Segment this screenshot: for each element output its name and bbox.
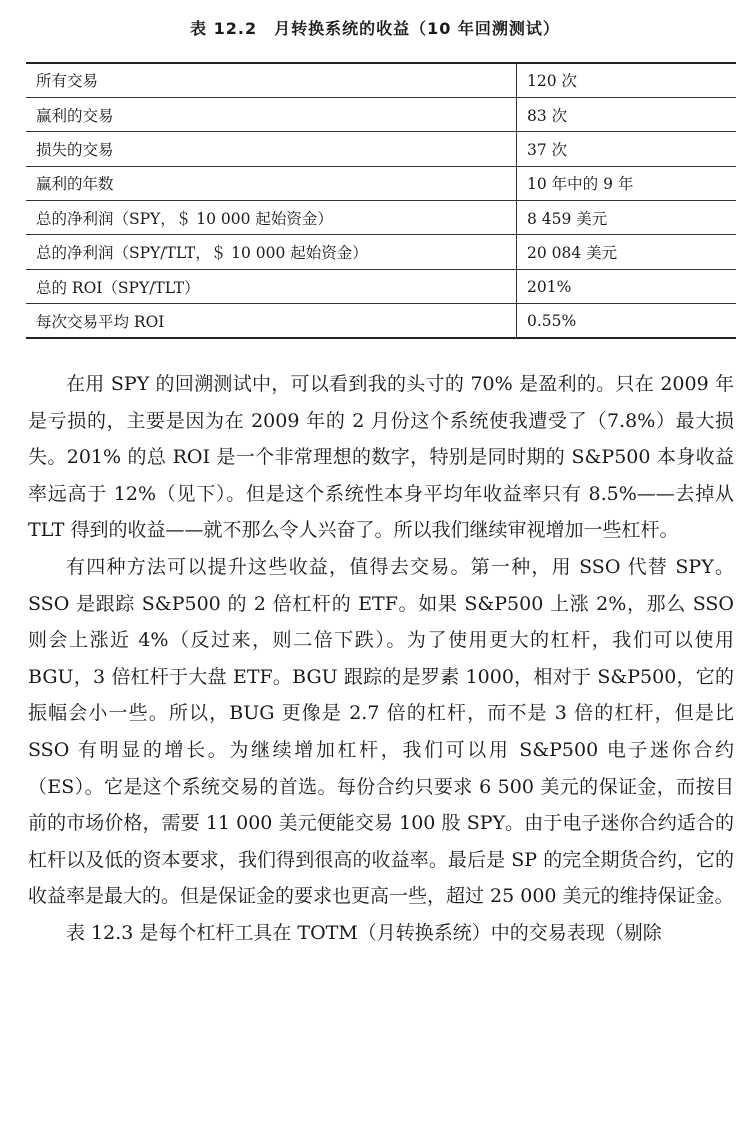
paragraph-leverage-methods: 有四种方法可以提升这些收益，值得去交易。第一种，用 SSO 代替 SPY。SSO 是跟踪 S&P500 的 2 倍杠杆的 ETF。如果 S&P500 上涨 2%，那么 SSO 则会上涨近 4%（反过来，则二倍下跌）。为了使用更大的杠杆，我们可以使用 BGU，3 倍杠杆于大盘 ETF。BGU 跟踪的是罗素 1000，相对于 S&P500，它的振幅会小一些。所以，BUG 更像是 2.7 倍的杠杆，而不是 3 倍的杠杆，但是比 SSO 有明显的增长。为继续增加杠杆，我们可以用 S&P500 电子迷你合约（ES）。它是这个系统交易的首选。每份合约只要求 6 500 美元的保证金，而按目前的市场价格，需要 11 000 美元便能交易 100 股 SPY。由于电子迷你合约适合的杠杆以及低的资本要求，我们得到很高的收益率。最后是 SP 的完全期货合约，它的收益率是最大的。但是保证金的要求也更高一些，超过 25 000 美元的维持保证金。 (28, 555, 734, 908)
row-value: 20 084 美元 (517, 235, 737, 269)
row-value: 10 年中的 9 年 (517, 166, 737, 200)
row-label: 总的净利润（SPY，＄ 10 000 起始资金） (26, 201, 517, 235)
paragraph-backtest-results: 在用 SPY 的回溯测试中，可以看到我的头寸的 70% 是盈利的。只在 2009 年是亏损的，主要是因为在 2009 年的 2 月份这个系统使我遭受了（7.8%）最大损失。201% 的总 ROI 是一个非常理想的数字，特别是同时期的 S&P500 本身收益率远高于 12%（见下）。但是这个系统性本身平均年收益率只有 8.5%——去掉从 TLT 得到的收益——就不那么令人兴奋了。所以我们继续审视增加一些杠杆。 (28, 373, 734, 542)
row-value: 0.55% (517, 304, 737, 338)
table-row (26, 201, 736, 235)
table-row (26, 63, 736, 97)
row-label: 所有交易 (26, 63, 517, 97)
row-label: 损失的交易 (26, 132, 517, 166)
row-value: 83 次 (517, 97, 737, 131)
row-label: 总的净利润（SPY/TLT，＄ 10 000 起始资金） (26, 235, 517, 269)
row-value: 37 次 (517, 132, 737, 166)
row-value: 8 459 美元 (517, 201, 737, 235)
table-row (26, 235, 736, 269)
table-row (26, 304, 736, 338)
paragraph-table-reference: 表 12.3 是每个杠杆工具在 TOTM（月转换系统）中的交易表现（剔除 (66, 921, 662, 944)
row-label: 总的 ROI（SPY/TLT） (26, 269, 517, 303)
table-row (26, 97, 736, 131)
table-row (26, 166, 736, 200)
row-label: 每次交易平均 ROI (26, 304, 517, 338)
table-row (26, 269, 736, 303)
row-label: 赢利的交易 (26, 97, 517, 131)
row-label: 赢利的年数 (26, 166, 517, 200)
body-text (28, 366, 734, 952)
results-table (26, 62, 736, 339)
table-row (26, 132, 736, 166)
row-value: 120 次 (517, 63, 737, 97)
row-value: 201% (517, 269, 737, 303)
table-caption: 表 12.2 月转换系统的收益（10 年回溯测试） (190, 19, 560, 38)
